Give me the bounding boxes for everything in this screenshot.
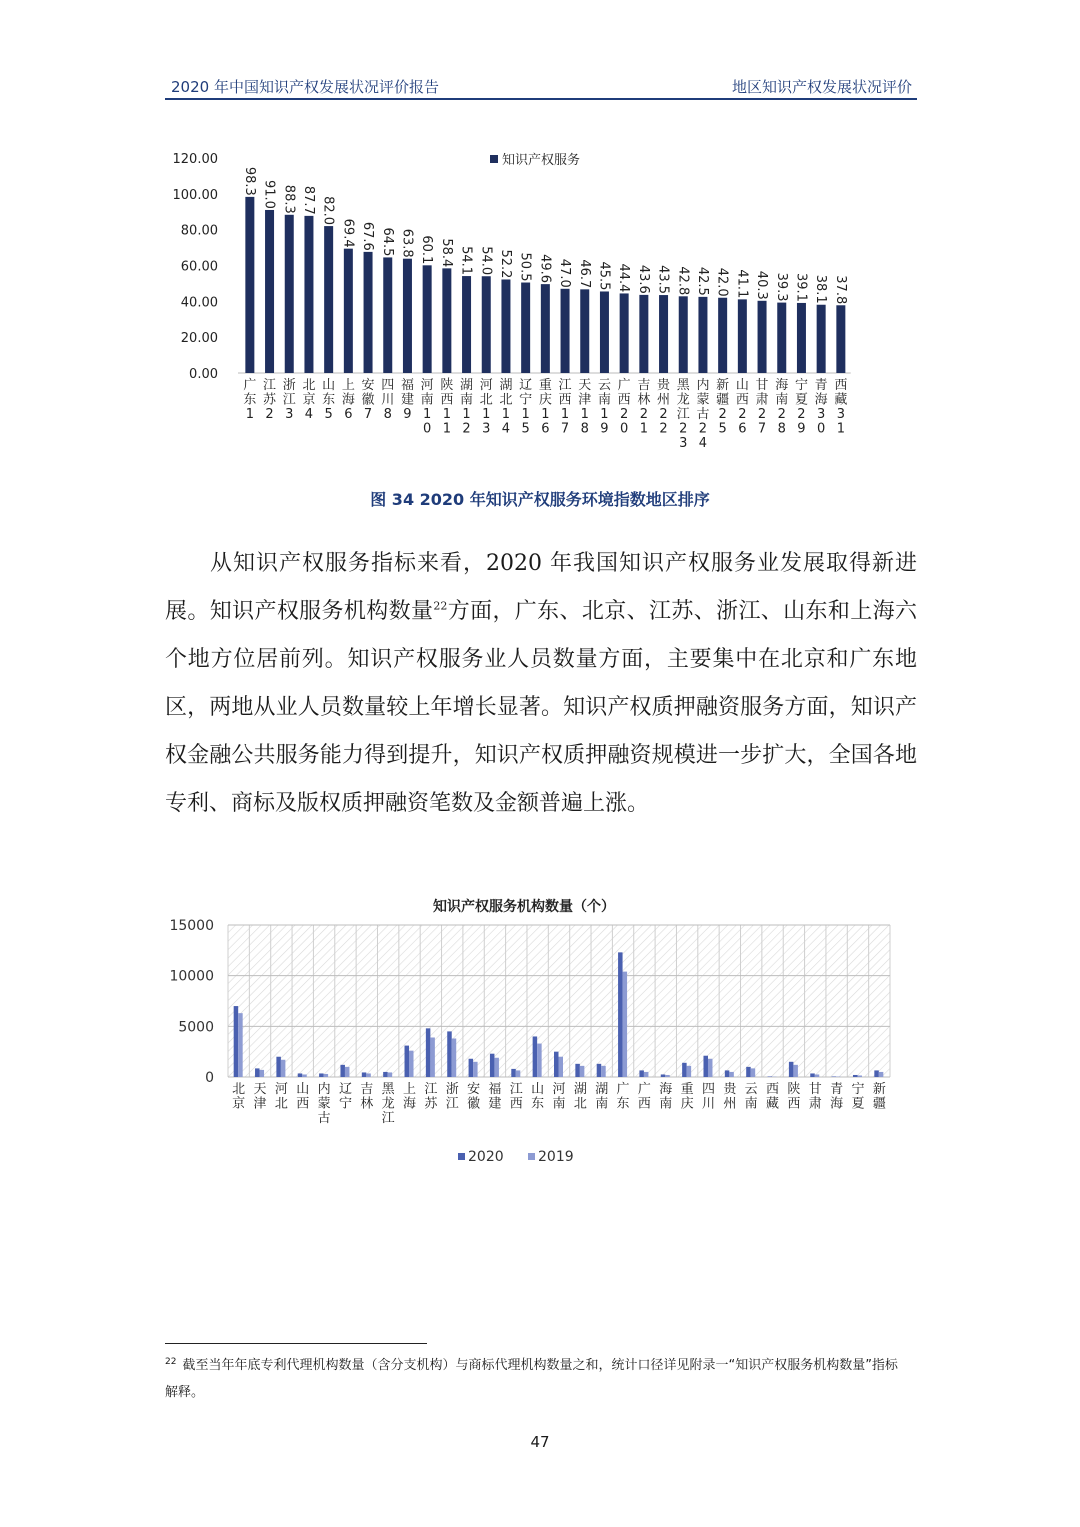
service-index-chart xyxy=(160,140,880,460)
data-label: 50.5 xyxy=(517,252,533,282)
bar-2020-黑龙江 xyxy=(383,1072,388,1077)
data-label: 42.5 xyxy=(694,266,710,296)
bar-2019-黑龙江 xyxy=(388,1072,393,1077)
bar-2020-安徽 xyxy=(469,1059,474,1077)
category-label: 云南 1 9 xyxy=(597,378,611,437)
y-tick-label: 15000 xyxy=(169,918,214,934)
bar-2019-山东 xyxy=(537,1044,542,1077)
category-label: 江苏 xyxy=(424,1082,438,1112)
footnote-mark: 22 xyxy=(165,1356,177,1367)
data-label: 45.5 xyxy=(596,261,612,291)
y-tick-label: 60.00 xyxy=(180,259,218,275)
legend-swatch-2019 xyxy=(528,1153,535,1160)
category-label: 安徽 xyxy=(467,1082,481,1112)
y-tick-label: 40.00 xyxy=(180,295,218,311)
paragraph-part-1: 从知识产权服务指标来看，2020 年我国知识产权服务业发展取得新进展。知识产权服务机构数量 xyxy=(165,551,917,624)
category-label: 山西 2 6 xyxy=(735,378,749,437)
data-label: 38.1 xyxy=(813,274,829,304)
bar-陕西11 xyxy=(442,268,451,373)
data-label: 39.3 xyxy=(773,272,789,302)
data-label: 37.8 xyxy=(832,275,848,305)
bar-2020-天津 xyxy=(255,1068,260,1077)
bar-2020-江苏 xyxy=(426,1028,431,1077)
data-label: 58.4 xyxy=(438,238,454,268)
category-label: 甘肃 xyxy=(808,1082,822,1112)
bar-2020-河北 xyxy=(276,1057,281,1077)
legend-swatch xyxy=(490,155,498,163)
category-label: 北京 xyxy=(232,1082,246,1112)
bar-广西20 xyxy=(620,293,629,373)
data-label: 82.0 xyxy=(320,196,336,226)
figure-caption: 图 34 2020 年知识产权服务环境指数地区排序 xyxy=(370,490,710,509)
category-label: 黑龙江 2 3 xyxy=(676,378,690,452)
bar-2020-内蒙古 xyxy=(319,1073,324,1077)
y-tick-label: 0.00 xyxy=(189,367,218,382)
data-label: 39.1 xyxy=(793,272,809,302)
section-header-title: 地区知识产权发展状况评价 xyxy=(731,78,912,96)
category-label: 青海 3 0 xyxy=(814,378,828,437)
data-label: 63.8 xyxy=(399,228,415,258)
bar-天津18 xyxy=(580,289,589,373)
bar-贵州22 xyxy=(659,295,668,373)
y-tick-label: 100.00 xyxy=(172,187,218,203)
category-label: 广东 xyxy=(616,1082,630,1112)
bar-2020-海南 xyxy=(661,1074,666,1077)
category-label: 湖南 xyxy=(595,1082,609,1112)
bar-2019-新疆 xyxy=(879,1072,884,1077)
bar-2020-西藏 xyxy=(768,1076,773,1077)
bar-2019-海南 xyxy=(665,1075,670,1077)
category-label: 山东 xyxy=(531,1082,545,1112)
bar-2020-四川 xyxy=(703,1056,708,1077)
bar-2019-山西 xyxy=(302,1074,307,1077)
bar-2019-云南 xyxy=(751,1068,756,1077)
category-label: 云南 xyxy=(744,1082,758,1112)
bar-2019-天津 xyxy=(260,1070,265,1077)
data-label: 46.7 xyxy=(576,259,592,289)
footnote-rule xyxy=(165,1343,427,1344)
category-label: 陕西 xyxy=(787,1082,801,1112)
report-header-title: 2020 年中国知识产权发展状况评价报告 xyxy=(171,78,439,96)
category-label: 西藏 xyxy=(766,1082,780,1112)
category-label: 河北 xyxy=(274,1082,288,1112)
data-label: 88.3 xyxy=(281,184,297,214)
category-label: 浙江 3 xyxy=(282,378,296,423)
y-tick-label: 5000 xyxy=(178,1019,214,1036)
legend-label: 知识产权服务 xyxy=(502,153,581,168)
bar-2019-福建 xyxy=(494,1058,499,1077)
bar-2019-河北 xyxy=(281,1060,286,1077)
bar-2020-北京 xyxy=(234,1006,239,1077)
bar-2020-江西 xyxy=(511,1069,515,1077)
category-label: 内蒙古 xyxy=(317,1082,331,1127)
category-label: 江西 xyxy=(509,1082,523,1112)
bar-甘肃27 xyxy=(758,301,767,373)
category-label: 广西 xyxy=(637,1082,651,1112)
bar-2019-辽宁 xyxy=(345,1067,350,1077)
bar-重庆16 xyxy=(541,284,550,373)
category-label: 山西 xyxy=(296,1082,310,1112)
category-label: 广西 2 0 xyxy=(617,378,631,437)
category-label: 海南 xyxy=(659,1082,673,1112)
bar-2020-新疆 xyxy=(874,1070,879,1077)
data-label: 54.0 xyxy=(478,246,494,276)
bar-山东5 xyxy=(324,226,333,373)
bar-2020-贵州 xyxy=(725,1070,730,1077)
page-number: 47 xyxy=(530,1433,550,1451)
bar-2020-陕西 xyxy=(789,1062,794,1077)
category-label: 重庆 xyxy=(680,1082,694,1112)
category-label: 陕西 1 1 xyxy=(440,378,454,437)
bar-2020-上海 xyxy=(405,1046,410,1077)
data-label: 49.6 xyxy=(537,254,553,284)
body-paragraph xyxy=(165,540,917,828)
bar-新疆25 xyxy=(718,298,727,373)
category-label: 西藏 3 1 xyxy=(834,378,848,437)
bar-2019-北京 xyxy=(238,1013,243,1077)
footnote xyxy=(165,1352,910,1406)
category-label: 新疆 2 5 xyxy=(716,378,730,437)
bar-云南19 xyxy=(600,291,609,373)
data-label: 60.1 xyxy=(419,235,435,265)
data-label: 67.6 xyxy=(360,221,376,251)
legend-label: 2020 xyxy=(468,1149,504,1165)
category-label: 四川 xyxy=(701,1082,715,1112)
data-label: 98.3 xyxy=(241,166,257,196)
data-label: 41.1 xyxy=(734,269,750,299)
data-label: 47.0 xyxy=(557,258,573,288)
bar-浙江3 xyxy=(285,215,294,373)
category-label: 宁夏 2 9 xyxy=(794,378,808,437)
y-tick-label: 0 xyxy=(205,1070,214,1086)
category-label: 上海 6 xyxy=(341,378,355,423)
bar-2020-浙江 xyxy=(447,1031,452,1077)
category-label: 海南 2 8 xyxy=(775,378,789,437)
category-label: 天津 1 8 xyxy=(578,378,592,437)
category-label: 湖北 1 4 xyxy=(499,378,513,437)
bar-四川8 xyxy=(383,257,392,373)
category-label: 河北 1 3 xyxy=(479,378,493,437)
bar-2019-广西 xyxy=(644,1072,649,1077)
bar-2019-广东 xyxy=(623,972,628,1077)
bar-河南10 xyxy=(423,265,432,373)
bar-2019-陕西 xyxy=(793,1065,798,1077)
data-label: 52.2 xyxy=(497,249,513,279)
bar-2019-江西 xyxy=(516,1070,521,1077)
category-label: 广东 1 xyxy=(243,378,257,423)
bar-福建9 xyxy=(403,259,412,373)
footnote-reference: 22 xyxy=(433,599,448,613)
category-label: 浙江 xyxy=(445,1082,459,1112)
bar-2020-山西 xyxy=(298,1073,303,1077)
category-label: 山东 5 xyxy=(322,378,336,423)
category-label: 重庆 1 6 xyxy=(538,378,552,437)
bar-2019-重庆 xyxy=(687,1066,692,1077)
bar-2019-宁夏 xyxy=(857,1075,862,1077)
header-rule xyxy=(165,98,917,100)
legend-label: 2019 xyxy=(538,1149,574,1165)
bar-2019-安徽 xyxy=(473,1062,478,1077)
bar-2020-重庆 xyxy=(682,1063,687,1077)
data-label: 87.7 xyxy=(300,185,316,215)
y-tick-label: 20.00 xyxy=(180,331,218,347)
category-label: 天津 xyxy=(253,1082,267,1112)
bar-2019-内蒙古 xyxy=(324,1074,329,1077)
bar-2019-四川 xyxy=(708,1059,713,1077)
category-label: 甘肃 2 7 xyxy=(755,378,769,437)
bar-吉林21 xyxy=(639,295,648,373)
bar-江西17 xyxy=(561,289,570,373)
category-label: 福建 9 xyxy=(400,378,414,423)
category-label: 吉林 xyxy=(360,1082,374,1112)
category-label: 辽宁 1 5 xyxy=(519,378,533,437)
bar-2020-吉林 xyxy=(362,1072,367,1077)
data-label: 64.5 xyxy=(379,227,395,257)
bar-安徽7 xyxy=(364,252,373,373)
bar-辽宁15 xyxy=(521,283,530,373)
bar-2020-福建 xyxy=(490,1054,495,1077)
bar-2020-青海 xyxy=(832,1076,837,1077)
bar-2019-湖南 xyxy=(601,1066,606,1077)
bar-内蒙古24 xyxy=(698,297,707,373)
data-label: 54.1 xyxy=(458,246,474,276)
bar-江苏2 xyxy=(265,210,274,373)
category-label: 青海 xyxy=(830,1082,844,1112)
bar-宁夏29 xyxy=(797,303,806,373)
data-label: 44.4 xyxy=(616,263,632,293)
bar-2019-上海 xyxy=(409,1051,414,1077)
y-tick-label: 10000 xyxy=(169,968,214,985)
plot-background xyxy=(228,925,890,1077)
bar-2019-河南 xyxy=(559,1057,564,1077)
category-label: 宁夏 xyxy=(851,1082,865,1112)
data-label: 69.4 xyxy=(340,218,356,248)
bar-上海6 xyxy=(344,249,353,373)
category-label: 江苏 2 xyxy=(263,378,277,423)
bar-2019-吉林 xyxy=(366,1073,371,1077)
category-label: 河南 1 0 xyxy=(420,378,434,437)
bar-2020-云南 xyxy=(746,1067,751,1077)
category-label: 吉林 2 1 xyxy=(637,378,651,437)
category-label: 安徽 7 xyxy=(361,378,375,423)
bar-2020-广东 xyxy=(618,952,623,1077)
y-tick-label: 120.00 xyxy=(172,152,218,167)
footnote-text: 截至当年年底专利代理机构数量（含分支机构）与商标代理机构数量之和，统计口径详见附录一“知识产权服务机构数量”指标解释。 xyxy=(165,1358,898,1400)
bar-2020-辽宁 xyxy=(340,1065,345,1077)
legend-swatch-2020 xyxy=(458,1153,465,1160)
bar-2019-贵州 xyxy=(729,1072,734,1077)
category-label: 内蒙古 2 4 xyxy=(696,378,710,452)
data-label: 91.0 xyxy=(261,179,277,209)
bar-西藏31 xyxy=(836,305,845,373)
bar-湖北14 xyxy=(501,279,510,373)
category-label: 湖南 1 2 xyxy=(460,378,474,437)
bar-2019-甘肃 xyxy=(815,1074,820,1077)
bar-2020-河南 xyxy=(554,1052,559,1077)
category-label: 福建 xyxy=(488,1082,502,1112)
category-label: 北京 4 xyxy=(302,378,316,423)
bar-黑龙江23 xyxy=(679,296,688,373)
bar-2020-湖南 xyxy=(597,1064,602,1077)
category-label: 江西 1 7 xyxy=(558,378,572,437)
bar-2019-江苏 xyxy=(430,1037,435,1077)
data-label: 42.0 xyxy=(714,267,730,297)
data-label: 40.3 xyxy=(754,270,770,300)
data-label: 43.5 xyxy=(655,265,671,295)
bar-2020-山东 xyxy=(533,1036,538,1077)
service-institutions-chart xyxy=(160,890,900,1180)
category-label: 辽宁 xyxy=(338,1082,352,1112)
chart-title: 知识产权服务机构数量（个） xyxy=(433,899,615,915)
category-label: 贵州 xyxy=(723,1082,737,1112)
data-label: 43.6 xyxy=(635,264,651,294)
category-label: 上海 xyxy=(403,1082,417,1112)
category-label: 四川 8 xyxy=(381,378,395,423)
bar-青海30 xyxy=(817,305,826,373)
bar-2020-湖北 xyxy=(575,1064,580,1077)
bar-2020-甘肃 xyxy=(810,1073,815,1077)
bar-北京4 xyxy=(304,216,313,373)
bar-2020-广西 xyxy=(639,1070,644,1077)
bar-河北13 xyxy=(482,276,491,373)
bar-2020-宁夏 xyxy=(853,1075,858,1077)
category-label: 湖北 xyxy=(573,1082,587,1112)
category-label: 河南 xyxy=(552,1082,566,1112)
bar-广东1 xyxy=(245,197,254,373)
data-label: 42.8 xyxy=(675,266,691,296)
bar-海南28 xyxy=(777,303,786,373)
paragraph-part-2: 方面，广东、北京、江苏、浙江、山东和上海六个地方位居前列。知识产权服务业人员数量方面，主要集中在北京和广东地区，两地从业人员数量较上年增长显著。知识产权质押融资服务方面，知识产权金融公共服务能力得到提升，知识产权质押融资规模进一步扩大，全国各地专利、商标及版权质押融资笔数及金额普遍上涨。 xyxy=(165,599,917,816)
bar-2019-湖北 xyxy=(580,1066,585,1077)
y-tick-label: 80.00 xyxy=(180,223,218,239)
bar-山西26 xyxy=(738,299,747,373)
bar-2019-浙江 xyxy=(452,1038,457,1077)
category-label: 贵州 2 2 xyxy=(657,378,671,437)
category-label: 黑龙江 xyxy=(381,1082,395,1127)
category-label: 新疆 xyxy=(872,1082,886,1112)
bar-湖南12 xyxy=(462,276,471,373)
